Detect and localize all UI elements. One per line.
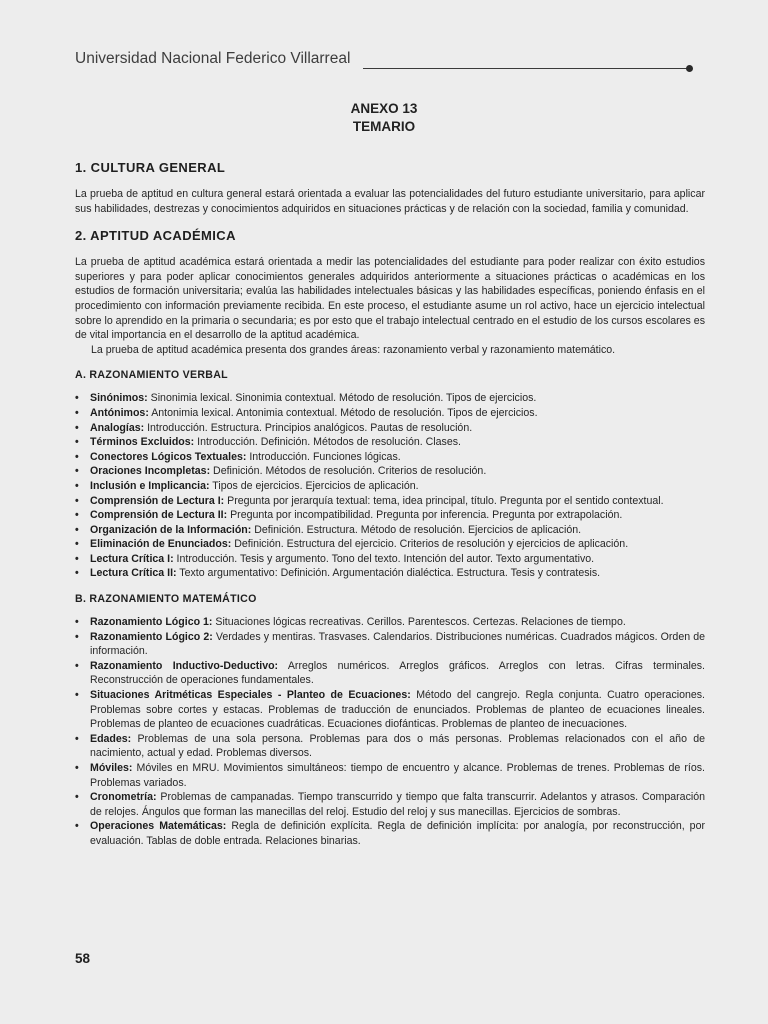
subsection-heading-razonamiento-verbal: A. RAZONAMIENTO VERBAL (75, 369, 228, 382)
bullet-icon: • (75, 791, 79, 804)
list-item (75, 464, 705, 479)
topic-description: Pregunta por incompatibilidad. Pregunta por inferencia. Pregunta por extrapolación. (227, 509, 623, 522)
topic-description: Sinonimia lexical. Sinonimia contextual. Método de resolución. Tipos de ejercicios. (147, 392, 537, 405)
topic-term: Oraciones Incompletas: (90, 465, 211, 478)
topic-description: Problemas de campanadas. Tiempo transcurrido y tiempo que falta transcurrir. Adelantos y atrasos. Comparación de relojes. Ángulos que forman las manecillas del reloj. Estudio del reloj y sus manecillas. Ejercicios de sombras. (90, 791, 705, 818)
list-item (75, 494, 705, 509)
annex-title-block (0, 100, 768, 136)
list-item (75, 566, 705, 581)
topic-term: Lectura Crítica I: (90, 552, 174, 565)
topic-term: Razonamiento Inductivo-Deductivo: (90, 659, 279, 672)
bullet-icon: • (75, 406, 79, 419)
list-item (75, 630, 705, 659)
bullet-icon: • (75, 538, 79, 551)
bullet-icon: • (75, 392, 79, 405)
page-header (75, 50, 693, 74)
annex-label: ANEXO 13 (350, 101, 418, 116)
topic-description: Móviles en MRU. Movimientos simultáneos: tiempo de encuentro y alcance. Problemas de trenes. Problemas de ríos. Problemas variados. (90, 762, 705, 789)
list-item (75, 435, 705, 450)
bullet-icon: • (75, 762, 79, 774)
list-item (75, 537, 705, 552)
topic-term: Cronometría: (90, 791, 157, 804)
list-item (75, 819, 705, 848)
topic-term: Términos Excluidos: (90, 436, 195, 449)
topic-description: Arreglos numéricos. Arreglos gráficos. Arreglos con letras. Cifras terminales. Reconstrucción de operaciones fundamentales. (90, 659, 705, 687)
bullet-icon: • (75, 689, 79, 702)
topic-term: Lectura Crítica II: (90, 567, 177, 580)
topic-term: Antónimos: (90, 406, 149, 419)
topic-list-razonamiento-verbal (75, 391, 705, 581)
topic-description: Problemas de una sola persona. Problemas para dos o más personas. Problemas relacionados con el año de nacimiento, actual y edad. Problemas diversos. (90, 732, 705, 760)
bullet-icon: • (75, 523, 79, 536)
list-item (75, 391, 705, 406)
bullet-icon: • (75, 820, 79, 833)
university-name: Universidad Nacional Federico Villarreal (75, 50, 351, 67)
page-content (75, 160, 705, 849)
section-paragraph-aptitud-academica: La prueba de aptitud académica estará orientada a medir las potencialidades del estudiante para poder realizar con éxito estudios superiores y para poder aplicar conocimientos generales adquiridos anteriormente a situaciones prácticas o académicas en los estudios de formación universitaria; evalúa las habilidades intelectuales básicas y las habilidades específicas, poniendo énfasis en el procedimiento con información previamente recibida. En este proceso, el estudiante asume un rol activo, hace un ejercicio intelectual sobre lo aprendido en la primaria o secundaria; es por esto que el trabajo intelectual centrado en el estudio de los cursos escolares es de vital importancia en el desarrollo de la aptitud académica. (75, 256, 705, 342)
section-heading-cultura-general: 1. CULTURA GENERAL (75, 160, 226, 175)
topic-term: Eliminación de Enunciados: (90, 538, 232, 551)
list-item (75, 508, 705, 523)
topic-description: Introducción. Definición. Métodos de resolución. Clases. (194, 436, 461, 449)
list-item (75, 421, 705, 436)
bullet-icon: • (75, 732, 79, 745)
bullet-icon: • (75, 616, 79, 629)
topic-term: Conectores Lógicos Textuales: (90, 450, 247, 463)
topic-term: Edades: (90, 732, 132, 745)
topic-term: Analogías: (90, 421, 145, 434)
topic-description: Regla de definición explícita. Regla de definición implícita: por analogía, por reconstrucción, por evaluación. Tablas de doble entrada. Relaciones binarias. (90, 820, 705, 847)
subsection-heading-razonamiento-matematico: B. RAZONAMIENTO MATEMÁTICO (75, 593, 257, 606)
topic-description: Introducción. Tesis y argumento. Tono del texto. Intención del autor. Texto argumentativo. (173, 552, 595, 565)
list-item (75, 523, 705, 538)
topic-term: Razonamiento Lógico 1: (90, 616, 213, 629)
topic-description: Verdades y mentiras. Trasvases. Calendarios. Distribuciones numéricas. Cuadrados mágicos. Orden de información. (90, 630, 705, 658)
bullet-icon: • (75, 479, 79, 492)
topic-description: Pregunta por jerarquía textual: tema, idea principal, título. Pregunta por el sentido contextual. (224, 494, 664, 507)
list-item (75, 659, 705, 688)
page-number: 58 (75, 951, 91, 966)
header-rule (363, 68, 689, 69)
topic-term: Inclusión e Implicancia: (90, 479, 210, 492)
header-dot-icon (686, 65, 693, 72)
topic-description: Situaciones lógicas recreativas. Cerillos. Parentescos. Certezas. Relaciones de tiempo. (212, 616, 626, 629)
list-item (75, 790, 705, 819)
topic-term: Móviles: (90, 762, 133, 774)
section-heading-aptitud-academica: 2. APTITUD ACADÉMICA (75, 228, 236, 244)
topic-description: Introducción. Funciones lógicas. (246, 450, 401, 463)
bullet-icon: • (75, 567, 79, 580)
list-item (75, 406, 705, 421)
topic-description: Definición. Estructura. Método de resolución. Ejercicios de aplicación. (251, 523, 582, 536)
topic-description: Tipos de ejercicios. Ejercicios de aplicación. (209, 479, 419, 492)
topic-term: Organización de la Información: (90, 523, 252, 536)
bullet-icon: • (75, 465, 79, 478)
topic-description: Antonimia lexical. Antonimia contextual. Método de resolución. Tipos de ejercicios. (148, 406, 538, 419)
bullet-icon: • (75, 421, 79, 434)
section-paragraph-areas: La prueba de aptitud académica presenta dos grandes áreas: razonamiento verbal y razonamiento matemático. (91, 343, 616, 356)
topic-term: Sinónimos: (90, 392, 148, 405)
bullet-icon: • (75, 659, 79, 672)
list-item (75, 688, 705, 732)
section-paragraph-cultura-general: La prueba de aptitud en cultura general estará orientada a evaluar las potencialidades del futuro estudiante universitario, para aplicar sus habilidades, destrezas y conocimientos adquiridos en situaciones prácticas y de relación con la sociedad, familia y comunidad. (75, 188, 705, 215)
bullet-icon: • (75, 630, 79, 643)
list-item (75, 761, 705, 790)
list-item (75, 615, 705, 630)
bullet-icon: • (75, 509, 79, 522)
list-item (75, 732, 705, 761)
bullet-icon: • (75, 450, 79, 463)
topic-description: Definición. Estructura del ejercicio. Criterios de resolución y ejercicios de aplicación. (231, 538, 629, 551)
list-item (75, 479, 705, 494)
topic-description: Método del cangrejo. Regla conjunta. Cuatro operaciones. Problemas sobre cortes y estacas. Problemas de traducción de enunciados. Problemas de planteo de ecuaciones lineales. Problemas de planteo de ecuaciones cuadráticas. Ecuaciones diofánticas. Problemas de planteo de inecuaciones. (90, 689, 706, 731)
list-item (75, 552, 705, 567)
topic-term: Comprensión de Lectura I: (90, 494, 225, 507)
annex-subtitle: TEMARIO (352, 119, 416, 134)
topic-list-razonamiento-matematico (75, 615, 705, 849)
topic-description: Texto argumentativo: Definición. Argumentación dialéctica. Estructura. Tesis y contratesis. (176, 567, 601, 580)
bullet-icon: • (75, 552, 79, 565)
topic-term: Situaciones Aritméticas Especiales - Planteo de Ecuaciones: (90, 689, 411, 702)
topic-term: Operaciones Matemáticas: (90, 820, 227, 833)
bullet-icon: • (75, 494, 79, 507)
bullet-icon: • (75, 436, 79, 449)
topic-term: Comprensión de Lectura II: (90, 509, 228, 522)
topic-description: Definición. Métodos de resolución. Criterios de resolución. (210, 465, 487, 478)
list-item (75, 450, 705, 465)
topic-description: Introducción. Estructura. Principios analógicos. Pautas de resolución. (144, 421, 473, 434)
topic-term: Razonamiento Lógico 2: (90, 630, 213, 643)
